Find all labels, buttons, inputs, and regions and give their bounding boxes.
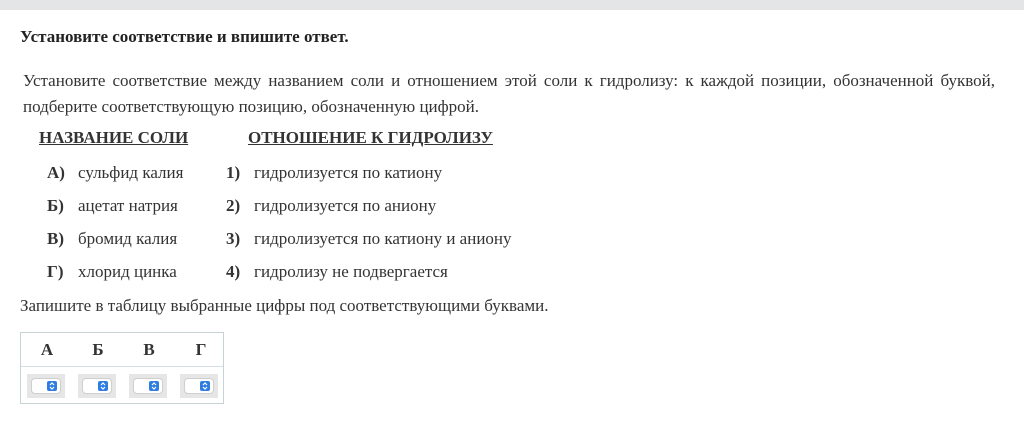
item-mark: Б) <box>47 196 64 215</box>
item-mark: В) <box>47 229 64 248</box>
answer-column-header-v: В <box>143 340 155 359</box>
item-mark: А) <box>47 163 65 182</box>
left-column-header: НАЗВАНИЕ СОЛИ <box>39 128 189 147</box>
hydrolysis-item-4 <box>226 262 448 282</box>
item-mark: 3) <box>226 229 241 248</box>
item-text: гидролизуется по катиону и аниону <box>254 229 512 248</box>
answer-select-b[interactable] <box>82 378 112 394</box>
item-text: хлорид цинка <box>78 262 177 281</box>
answer-cell-g <box>180 374 218 398</box>
answer-column-header-a: А <box>40 340 54 359</box>
hydrolysis-item-3 <box>226 229 512 249</box>
item-mark: 1) <box>226 163 241 182</box>
task-statement: Установите соответствие между названием соли и отношением этой соли к гидролизу: к каждой позиции, обозначенной буквой, подберите соответствующую позицию, обозначенную цифрой. <box>23 71 995 116</box>
answer-column-header-b: Б <box>92 340 104 359</box>
salt-item-b <box>47 196 178 216</box>
salt-item-g <box>47 262 177 282</box>
answer-select-a[interactable] <box>31 378 61 394</box>
answer-select-g[interactable] <box>184 378 214 394</box>
answer-cell-a <box>27 374 65 398</box>
hydrolysis-item-1 <box>226 163 442 183</box>
item-text: сульфид калия <box>78 163 184 182</box>
hydrolysis-item-2 <box>226 196 436 216</box>
right-column-header: ОТНОШЕНИЕ К ГИДРОЛИЗУ <box>248 128 493 147</box>
task-title: Установите соответствие и впишите ответ. <box>20 27 349 46</box>
select-arrows-icon <box>200 381 210 391</box>
item-text: бромид калия <box>78 229 178 248</box>
item-mark: 4) <box>226 262 241 281</box>
item-text: гидролизу не подвергается <box>254 262 448 281</box>
answer-cell-v <box>129 374 167 398</box>
table-divider <box>21 366 223 367</box>
answer-table <box>20 332 224 404</box>
answer-cell-b <box>78 374 116 398</box>
item-text: гидролизуется по катиону <box>254 163 443 182</box>
salt-item-v <box>47 229 177 249</box>
item-mark: Г) <box>47 262 64 281</box>
answer-column-header-g: Г <box>195 340 207 359</box>
item-text: ацетат натрия <box>78 196 178 215</box>
top-bar <box>0 0 1024 10</box>
select-arrows-icon <box>98 381 108 391</box>
item-text: гидролизуется по аниону <box>254 196 437 215</box>
select-arrows-icon <box>47 381 57 391</box>
answer-select-v[interactable] <box>133 378 163 394</box>
select-arrows-icon <box>149 381 159 391</box>
item-mark: 2) <box>226 196 241 215</box>
answer-instruction: Запишите в таблицу выбранные цифры под соответствующими буквами. <box>20 296 549 315</box>
salt-item-a <box>47 163 183 183</box>
